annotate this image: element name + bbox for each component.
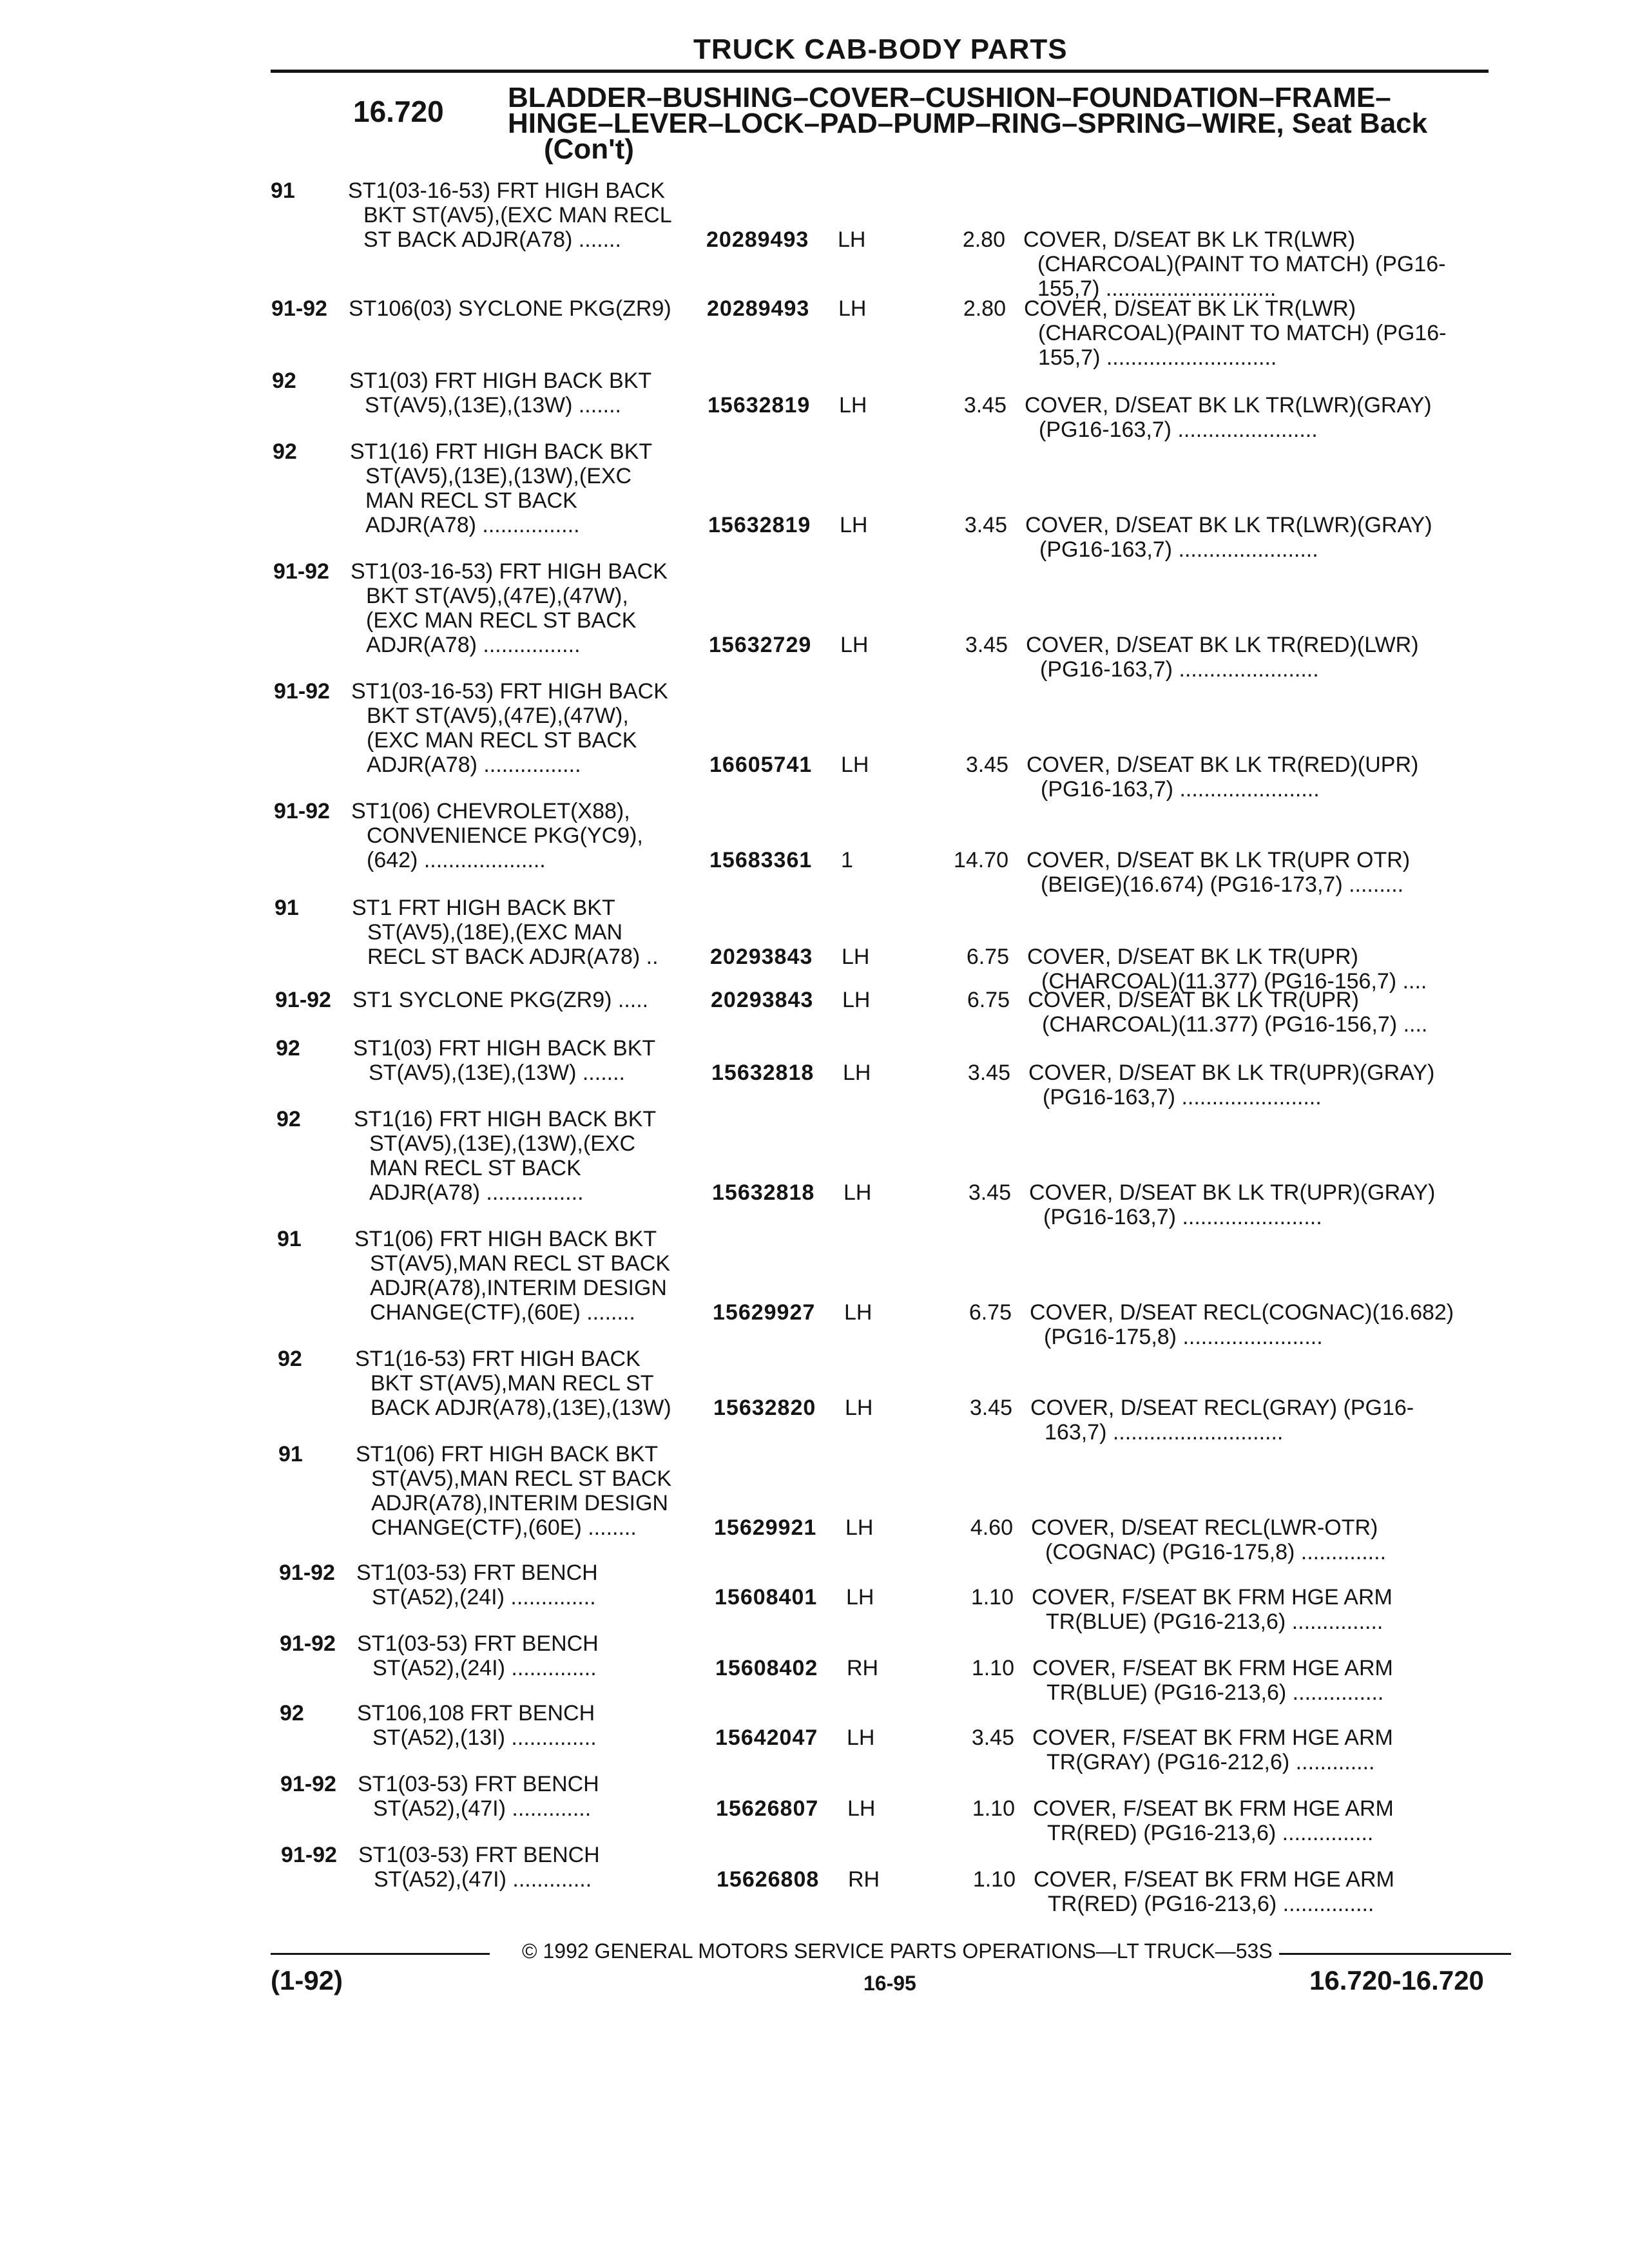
model-year: 91 — [275, 896, 299, 920]
application-text — [353, 1036, 655, 1085]
price: 6.75 — [967, 988, 1010, 1012]
part-number: 15632818 — [711, 1061, 815, 1085]
application-line: MAN RECL ST BACK — [369, 1156, 581, 1180]
application-line: ST(AV5),(18E),(EXC MAN — [367, 920, 623, 945]
part-description — [1030, 1396, 1414, 1445]
model-year: 92 — [276, 1107, 301, 1131]
price: 3.45 — [965, 753, 1008, 777]
description-line: COVER, D/SEAT RECL(LWR-OTR) — [1031, 1515, 1378, 1540]
part-description — [1032, 1656, 1393, 1705]
price: 3.45 — [964, 513, 1007, 537]
application-line: ADJR(A78),INTERIM DESIGN — [371, 1491, 668, 1515]
application-line: ST1(03-53) FRT BENCH — [358, 1843, 600, 1867]
part-number: 15608402 — [715, 1656, 818, 1680]
application-line: ST(A52),(24I) .............. — [372, 1585, 596, 1610]
application-text — [349, 369, 651, 418]
footer-date: (1-92) — [271, 1965, 343, 1995]
application-line: ST1(06) CHEVROLET(X88), — [351, 799, 630, 823]
application-text — [350, 439, 652, 537]
model-year: 92 — [280, 1701, 304, 1725]
application-text — [355, 1347, 671, 1420]
part-description — [1031, 1515, 1386, 1564]
description-line: COVER, F/SEAT BK FRM HGE ARM — [1032, 1725, 1393, 1750]
application-line: ST1(16) FRT HIGH BACK BKT — [350, 439, 653, 464]
model-year: 92 — [273, 439, 297, 464]
quantity: LH — [840, 633, 869, 657]
application-line: BKT ST(AV5),MAN RECL ST — [371, 1371, 654, 1396]
application-line: ST(A52),(13I) .............. — [372, 1725, 597, 1750]
application-line: ST1 SYCLONE PKG(ZR9) ..... — [352, 988, 649, 1012]
price: 4.60 — [970, 1515, 1013, 1540]
application-line: CONVENIENCE PKG(YC9), — [367, 823, 643, 848]
description-line: COVER, D/SEAT BK LK TR(LWR) — [1023, 227, 1356, 252]
section-title-line: (Con't) — [544, 133, 634, 165]
part-description — [1032, 1725, 1393, 1774]
description-line: COVER, D/SEAT BK LK TR(LWR)(GRAY) — [1025, 393, 1432, 418]
model-year: 91 — [277, 1227, 302, 1251]
section-range: 16.720-16.720 — [1309, 1965, 1484, 1995]
description-line: COVER, D/SEAT BK LK TR(UPR) — [1027, 945, 1358, 969]
quantity: LH — [840, 513, 868, 537]
model-year: 91-92 — [281, 1843, 337, 1867]
description-line: COVER, D/SEAT BK LK TR(UPR)(GRAY) — [1029, 1180, 1436, 1205]
part-description — [1028, 988, 1427, 1037]
application-line: ST(A52),(47I) ............. — [374, 1867, 592, 1892]
part-number: 20289493 — [706, 227, 809, 252]
part-number: 15632729 — [709, 633, 812, 657]
part-number: 15683361 — [709, 848, 813, 872]
model-year: 91 — [271, 178, 295, 203]
quantity: LH — [846, 1585, 874, 1610]
application-line: ST1(16) FRT HIGH BACK BKT — [354, 1107, 657, 1131]
part-description — [1028, 1061, 1434, 1110]
description-line: (PG16-163,7) ....................... — [1043, 1085, 1322, 1110]
application-line: ST(AV5),(13E),(13W) ....... — [365, 393, 621, 418]
application-line: ST1(03-53) FRT BENCH — [356, 1561, 598, 1585]
application-text — [354, 1227, 670, 1325]
application-line: ADJR(A78),INTERIM DESIGN — [370, 1276, 667, 1300]
quantity: LH — [842, 988, 871, 1012]
application-line: ST106,108 FRT BENCH — [357, 1701, 595, 1725]
part-description — [1029, 1180, 1435, 1229]
price: 3.45 — [971, 1725, 1014, 1750]
copyright-text: © 1992 GENERAL MOTORS SERVICE PARTS OPERATIONS—LT TRUCK—53S — [522, 1939, 1273, 1963]
description-line: (PG16-163,7) ....................... — [1043, 1205, 1322, 1229]
price: 1.10 — [971, 1656, 1014, 1680]
description-line: COVER, F/SEAT BK FRM HGE ARM — [1034, 1867, 1394, 1892]
price: 2.80 — [963, 296, 1006, 321]
model-year: 92 — [278, 1347, 302, 1371]
application-line: ST1(06) FRT HIGH BACK BKT — [356, 1442, 659, 1466]
application-line: ST106(03) SYCLONE PKG(ZR9) — [349, 296, 671, 321]
part-description — [1033, 1796, 1394, 1845]
application-line: ADJR(A78) ................ — [365, 513, 580, 537]
description-line: COVER, D/SEAT BK LK TR(RED)(LWR) — [1026, 633, 1419, 657]
description-line: (PG16-163,7) ....................... — [1039, 418, 1318, 442]
application-line: CHANGE(CTF),(60E) ........ — [371, 1515, 637, 1540]
quantity: RH — [847, 1656, 879, 1680]
part-number: 15632818 — [712, 1180, 815, 1205]
application-line: (EXC MAN RECL ST BACK — [367, 728, 637, 753]
application-line: (642) .................... — [367, 848, 546, 872]
application-line: (EXC MAN RECL ST BACK — [366, 608, 637, 633]
quantity: LH — [845, 1515, 874, 1540]
price: 2.80 — [962, 227, 1005, 252]
description-line: (PG16-163,7) ....................... — [1039, 537, 1318, 562]
application-text — [358, 1772, 599, 1821]
description-line: COVER, F/SEAT BK FRM HGE ARM — [1033, 1796, 1394, 1821]
description-line: COVER, D/SEAT BK LK TR(UPR OTR) — [1027, 848, 1411, 872]
price: 3.45 — [968, 1180, 1011, 1205]
application-line: ADJR(A78) ................ — [367, 753, 581, 777]
part-number: 15642047 — [715, 1725, 818, 1750]
application-line: ST1(03) FRT HIGH BACK BKT — [353, 1036, 656, 1061]
application-line: ST(A52),(24I) .............. — [372, 1656, 597, 1680]
application-line: ST(AV5),(13E),(13W),(EXC — [365, 464, 632, 488]
quantity: LH — [847, 1796, 876, 1821]
price: 6.75 — [966, 945, 1009, 969]
model-year: 91 — [278, 1442, 303, 1466]
model-year: 92 — [272, 369, 296, 393]
description-line: 155,7) ............................ — [1038, 345, 1277, 370]
part-number: 15629921 — [714, 1515, 817, 1540]
description-line: COVER, D/SEAT BK LK TR(RED)(UPR) — [1027, 753, 1419, 777]
application-text — [351, 559, 668, 657]
quantity: LH — [845, 1396, 873, 1420]
part-description — [1025, 513, 1432, 562]
model-year: 91-92 — [273, 559, 329, 584]
part-number: 15632819 — [708, 513, 811, 537]
part-number: 20293843 — [710, 945, 813, 969]
part-number: 15629927 — [713, 1300, 816, 1325]
price: 1.10 — [970, 1585, 1014, 1610]
footer-rule-right — [1279, 1953, 1511, 1955]
application-line: ADJR(A78) ................ — [366, 633, 581, 657]
application-line: CHANGE(CTF),(60E) ........ — [370, 1300, 635, 1325]
application-line: ST(AV5),MAN RECL ST BACK — [371, 1466, 672, 1491]
application-line: ST1(03-16-53) FRT HIGH BACK — [348, 178, 665, 203]
application-line: ST1(03-16-53) FRT HIGH BACK — [351, 679, 668, 704]
model-year: 91-92 — [280, 1772, 336, 1796]
model-year: 91-92 — [274, 799, 330, 823]
description-line: TR(BLUE) (PG16-213,6) ............... — [1046, 1680, 1384, 1705]
description-line: COVER, D/SEAT BK LK TR(LWR)(GRAY) — [1025, 513, 1432, 537]
application-line: BKT ST(AV5),(47E),(47W), — [366, 584, 628, 608]
part-number: 15608401 — [715, 1585, 818, 1610]
description-line: COVER, D/SEAT BK LK TR(UPR) — [1028, 988, 1359, 1012]
application-line: ST(AV5),(13E),(13W),(EXC — [369, 1131, 636, 1156]
price: 3.45 — [969, 1396, 1012, 1420]
description-line: TR(GRAY) (PG16-212,6) ............. — [1046, 1750, 1375, 1774]
application-text — [352, 988, 648, 1012]
description-line: COVER, D/SEAT RECL(COGNAC)(16.682) — [1030, 1300, 1454, 1325]
part-description — [1034, 1867, 1394, 1916]
application-text — [349, 296, 671, 321]
description-line: TR(BLUE) (PG16-213,6) ............... — [1046, 1610, 1383, 1634]
application-line: BACK ADJR(A78),(13E),(13W) — [371, 1396, 671, 1420]
description-line: COVER, D/SEAT BK LK TR(LWR) — [1024, 296, 1356, 321]
application-text — [351, 679, 668, 777]
price: 14.70 — [953, 848, 1008, 872]
price: 3.45 — [967, 1061, 1010, 1085]
price: 6.75 — [969, 1300, 1012, 1325]
application-text — [356, 1442, 671, 1540]
description-line: (CHARCOAL)(11.377) (PG16-156,7) .... — [1041, 969, 1427, 994]
quantity: LH — [843, 1180, 872, 1205]
model-year: 91-92 — [271, 296, 327, 321]
part-description — [1027, 945, 1427, 994]
quantity: LH — [838, 296, 867, 321]
price: 1.10 — [972, 1796, 1015, 1821]
part-description — [1027, 848, 1410, 897]
description-line: (BEIGE)(16.674) (PG16-173,7) ......... — [1041, 872, 1404, 897]
part-description — [1027, 753, 1418, 802]
application-line: ST(AV5),MAN RECL ST BACK — [370, 1251, 671, 1276]
application-line: ST BACK ADJR(A78) ....... — [363, 227, 621, 252]
quantity: LH — [847, 1725, 875, 1750]
description-line: (CHARCOAL)(PAINT TO MATCH) (PG16- — [1038, 321, 1447, 345]
model-year: 91-92 — [274, 679, 330, 704]
part-number: 16605741 — [709, 753, 813, 777]
description-line: COVER, D/SEAT BK LK TR(UPR)(GRAY) — [1028, 1061, 1435, 1085]
application-text — [358, 1843, 600, 1892]
part-number: 15632820 — [713, 1396, 816, 1420]
application-text — [357, 1631, 599, 1680]
quantity: RH — [848, 1867, 880, 1892]
page-number: 16-95 — [863, 1972, 916, 1995]
part-description — [1026, 633, 1419, 682]
header-rule — [271, 70, 1489, 73]
description-line: COVER, D/SEAT RECL(GRAY) (PG16- — [1030, 1396, 1414, 1420]
application-text — [351, 799, 643, 872]
model-year: 91-92 — [279, 1561, 335, 1585]
footer-rule-left — [271, 1953, 490, 1955]
quantity: LH — [839, 393, 867, 418]
application-line: ST1(16-53) FRT HIGH BACK — [355, 1347, 641, 1371]
application-text — [356, 1561, 598, 1610]
description-line: (PG16-175,8) ....................... — [1044, 1325, 1323, 1349]
description-line: 155,7) ............................ — [1037, 276, 1277, 301]
price: 3.45 — [963, 393, 1007, 418]
part-description — [1024, 296, 1446, 370]
description-line: (COGNAC) (PG16-175,8) .............. — [1045, 1540, 1387, 1564]
application-line: RECL ST BACK ADJR(A78) .. — [367, 945, 659, 969]
quantity: LH — [844, 1300, 872, 1325]
description-line: 163,7) ............................ — [1045, 1420, 1284, 1445]
model-year: 91-92 — [275, 988, 331, 1012]
part-description — [1030, 1300, 1454, 1349]
application-line: ADJR(A78) ................ — [369, 1180, 584, 1205]
price: 3.45 — [965, 633, 1008, 657]
description-line: (CHARCOAL)(11.377) (PG16-156,7) .... — [1042, 1012, 1428, 1037]
part-number: 15626807 — [716, 1796, 819, 1821]
part-number: 20289493 — [707, 296, 810, 321]
application-line: BKT ST(AV5),(47E),(47W), — [367, 704, 629, 728]
application-text — [352, 896, 659, 969]
quantity: 1 — [841, 848, 853, 872]
quantity: LH — [841, 753, 869, 777]
quantity: LH — [838, 227, 866, 252]
description-line: TR(RED) (PG16-213,6) ............... — [1048, 1892, 1374, 1916]
model-year: 91-92 — [280, 1631, 336, 1656]
description-line: TR(RED) (PG16-213,6) ............... — [1047, 1821, 1374, 1845]
application-line: MAN RECL ST BACK — [365, 488, 577, 513]
description-line: (CHARCOAL)(PAINT TO MATCH) (PG16- — [1037, 252, 1446, 276]
application-line: ST1(03-53) FRT BENCH — [357, 1631, 599, 1656]
application-line: ST1(03-53) FRT BENCH — [358, 1772, 599, 1796]
application-line: ST(A52),(47I) ............. — [373, 1796, 592, 1821]
description-line: COVER, F/SEAT BK FRM HGE ARM — [1032, 1585, 1393, 1610]
section-title-line: BLADDER–BUSHING–COVER–CUSHION–FOUNDATION–FRAME– — [508, 82, 1391, 113]
application-line: ST1(03) FRT HIGH BACK BKT — [349, 369, 652, 393]
section-title — [508, 82, 1428, 165]
part-number: 15626808 — [717, 1867, 820, 1892]
model-year: 92 — [276, 1036, 300, 1061]
description-line: COVER, F/SEAT BK FRM HGE ARM — [1032, 1656, 1393, 1680]
part-number: 15632819 — [708, 393, 811, 418]
description-line: (PG16-163,7) ....................... — [1040, 657, 1319, 682]
application-line: ST1(06) FRT HIGH BACK BKT — [354, 1227, 657, 1251]
part-description — [1023, 227, 1445, 301]
part-description — [1032, 1585, 1393, 1634]
application-text — [357, 1701, 597, 1750]
application-text — [348, 178, 672, 252]
application-text — [354, 1107, 656, 1205]
part-number: 20293843 — [711, 988, 814, 1012]
part-description — [1025, 393, 1432, 442]
section-title-line: HINGE–LEVER–LOCK–PAD–PUMP–RING–SPRING–WIRE, Seat Back — [508, 108, 1428, 139]
page-header-title: TRUCK CAB-BODY PARTS — [693, 34, 1068, 65]
section-number: 16.720 — [353, 95, 444, 128]
application-line: BKT ST(AV5),(EXC MAN RECL — [363, 203, 672, 227]
quantity: LH — [843, 1061, 871, 1085]
description-line: (PG16-163,7) ....................... — [1041, 777, 1320, 802]
application-line: ST1(03-16-53) FRT HIGH BACK — [351, 559, 668, 584]
quantity: LH — [842, 945, 870, 969]
application-line: ST(AV5),(13E),(13W) ....... — [369, 1061, 625, 1085]
price: 1.10 — [972, 1867, 1016, 1892]
application-line: ST1 FRT HIGH BACK BKT — [352, 896, 615, 920]
